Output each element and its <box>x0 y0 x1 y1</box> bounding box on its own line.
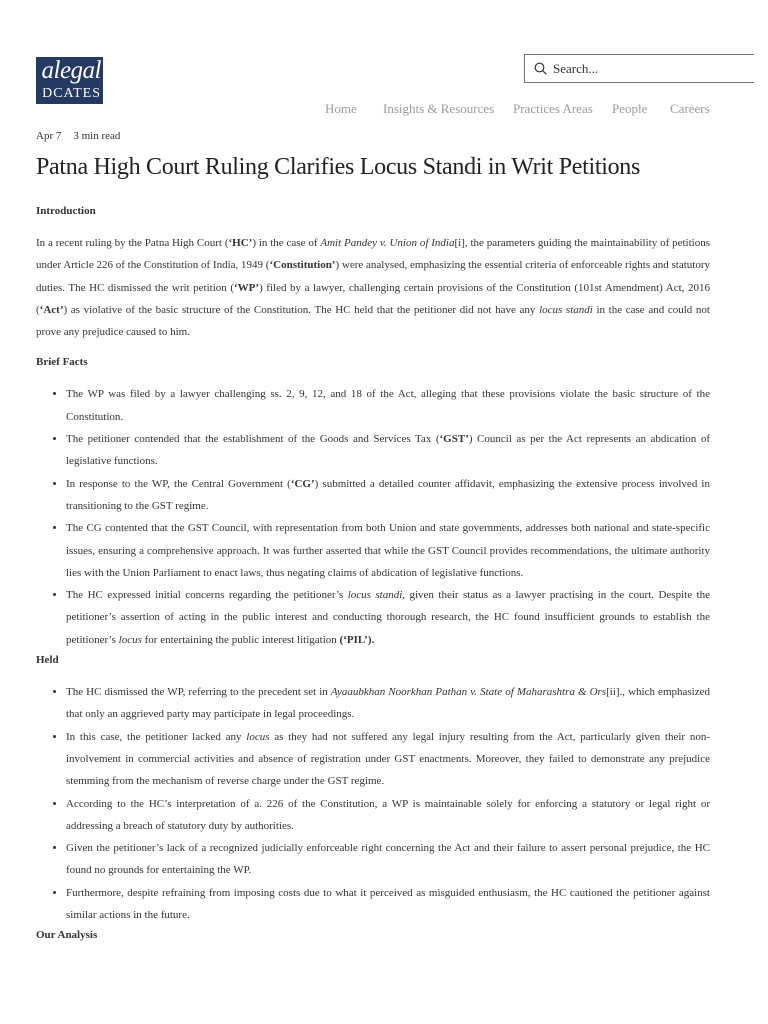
section-heading-held: Held <box>36 654 59 667</box>
list-item: • The HC expressed initial concerns regarding the petitioner’s locus standi, given their status as a lawyer practising in the court. Despite the petitioner’s assertion of acting in the public interest and conducting thorough research, the HC found insufficient grounds to establish the petitioner’s locus for entertaining the public interest litigation (‘PIL’). <box>66 584 710 651</box>
intro-paragraph: In a recent ruling by the Patna High Court (‘HC’) in the case of Amit Pandey v. Union of India[i], the parameters guiding the maintainability of petitions under Article 226 of the Constitution of India, 1949 (‘Constitution’) were analysed, emphasizing the essential criteria of enforceable rights and statutory duties. The HC dismissed the writ petition (‘WP’) filed by a lawyer, challenging certain provisions of the Constitution (101st Amendment) Act, 2016 (‘Act’) as violative of the basic structure of the Constitution. The HC held that the petitioner did not have any locus standi in the case and could not prove any prejudice caused to him. <box>36 237 711 339</box>
article-body <box>36 202 710 944</box>
search-box[interactable] <box>524 54 754 83</box>
list-item: • The WP was filed by a lawyer challenging ss. 2, 9, 12, and 18 of the Act, alleging that these provisions violate the basic structure of the Constitution. <box>66 383 710 428</box>
list-item: • The HC dismissed the WP, referring to the precedent set in Ayaaubkhan Noorkhan Pathan v. State of Maharashtra & Ors[ii]., which emphasized that only an aggrieved party may participate in legal proceedings. <box>66 681 710 726</box>
held-list <box>36 681 710 926</box>
post-meta <box>36 130 120 142</box>
nav-home[interactable]: Home <box>325 101 357 116</box>
nav-practices-areas[interactable]: Practices Areas <box>513 101 593 116</box>
post-date: Apr 7 <box>36 130 62 142</box>
site-logo[interactable] <box>36 57 103 104</box>
list-item: • The CG contented that the GST Council, with representation from both Union and state governments, addresses both national and state-specific issues, ensuring a comprehensive approach. It was further asserted that while the GST Council provides recommendations, the ultimate authority lies with the Union Parliament to enact laws, thus negating claims of abdication of legislative functions. <box>66 517 710 584</box>
logo-text-line1: alegal <box>41 57 101 84</box>
list-item: • According to the HC’s interpretation of a. 226 of the Constitution, a WP is maintainable solely for enforcing a statutory or legal right or addressing a breach of statutory duty by authorities. <box>66 793 710 838</box>
section-heading-introduction: Introduction <box>36 205 96 217</box>
post-title: Patna High Court Ruling Clarifies Locus Standi in Writ Petitions <box>36 154 641 180</box>
main-nav <box>0 101 768 119</box>
list-item: • The petitioner contended that the establishment of the Goods and Services Tax (‘GST’) Council as per the Act represents an abdication of legislative functions. <box>66 428 710 473</box>
search-icon <box>534 62 547 75</box>
section-heading-brief-facts: Brief Facts <box>36 356 88 369</box>
list-item: • In response to the WP, the Central Government (‘CG’) submitted a detailed counter affidavit, emphasizing the extensive process involved in transitioning to the GST regime. <box>66 473 710 518</box>
section-heading-our-analysis: Our Analysis <box>36 929 98 942</box>
nav-careers[interactable]: Careers <box>670 101 710 116</box>
search-input[interactable] <box>553 61 733 77</box>
list-item: • In this case, the petitioner lacked any locus as they had not suffered any legal injury resulting from the Act, particularly given their non-involvement in commercial activities and absence of registration under GST enactments. Moreover, they failed to demonstrate any prejudice stemming from the mechanism of reverse charge under the GST regime. <box>66 726 710 793</box>
read-time: 3 min read <box>73 130 121 142</box>
list-item: • Furthermore, despite refraining from imposing costs due to what it perceived as misguided enthusiasm, the HC cautioned the petitioner against similar actions in the future. <box>66 882 710 927</box>
logo-text-line2: DCATES <box>42 86 101 101</box>
brief-facts-list <box>36 383 710 651</box>
list-item: • Given the petitioner’s lack of a recognized judicially enforceable right concerning the Act and their failure to assert personal prejudice, the HC found no grounds for entertaining the WP. <box>66 837 710 882</box>
nav-insights-resources[interactable]: Insights & Resources <box>383 101 495 116</box>
nav-people[interactable]: People <box>612 101 648 116</box>
